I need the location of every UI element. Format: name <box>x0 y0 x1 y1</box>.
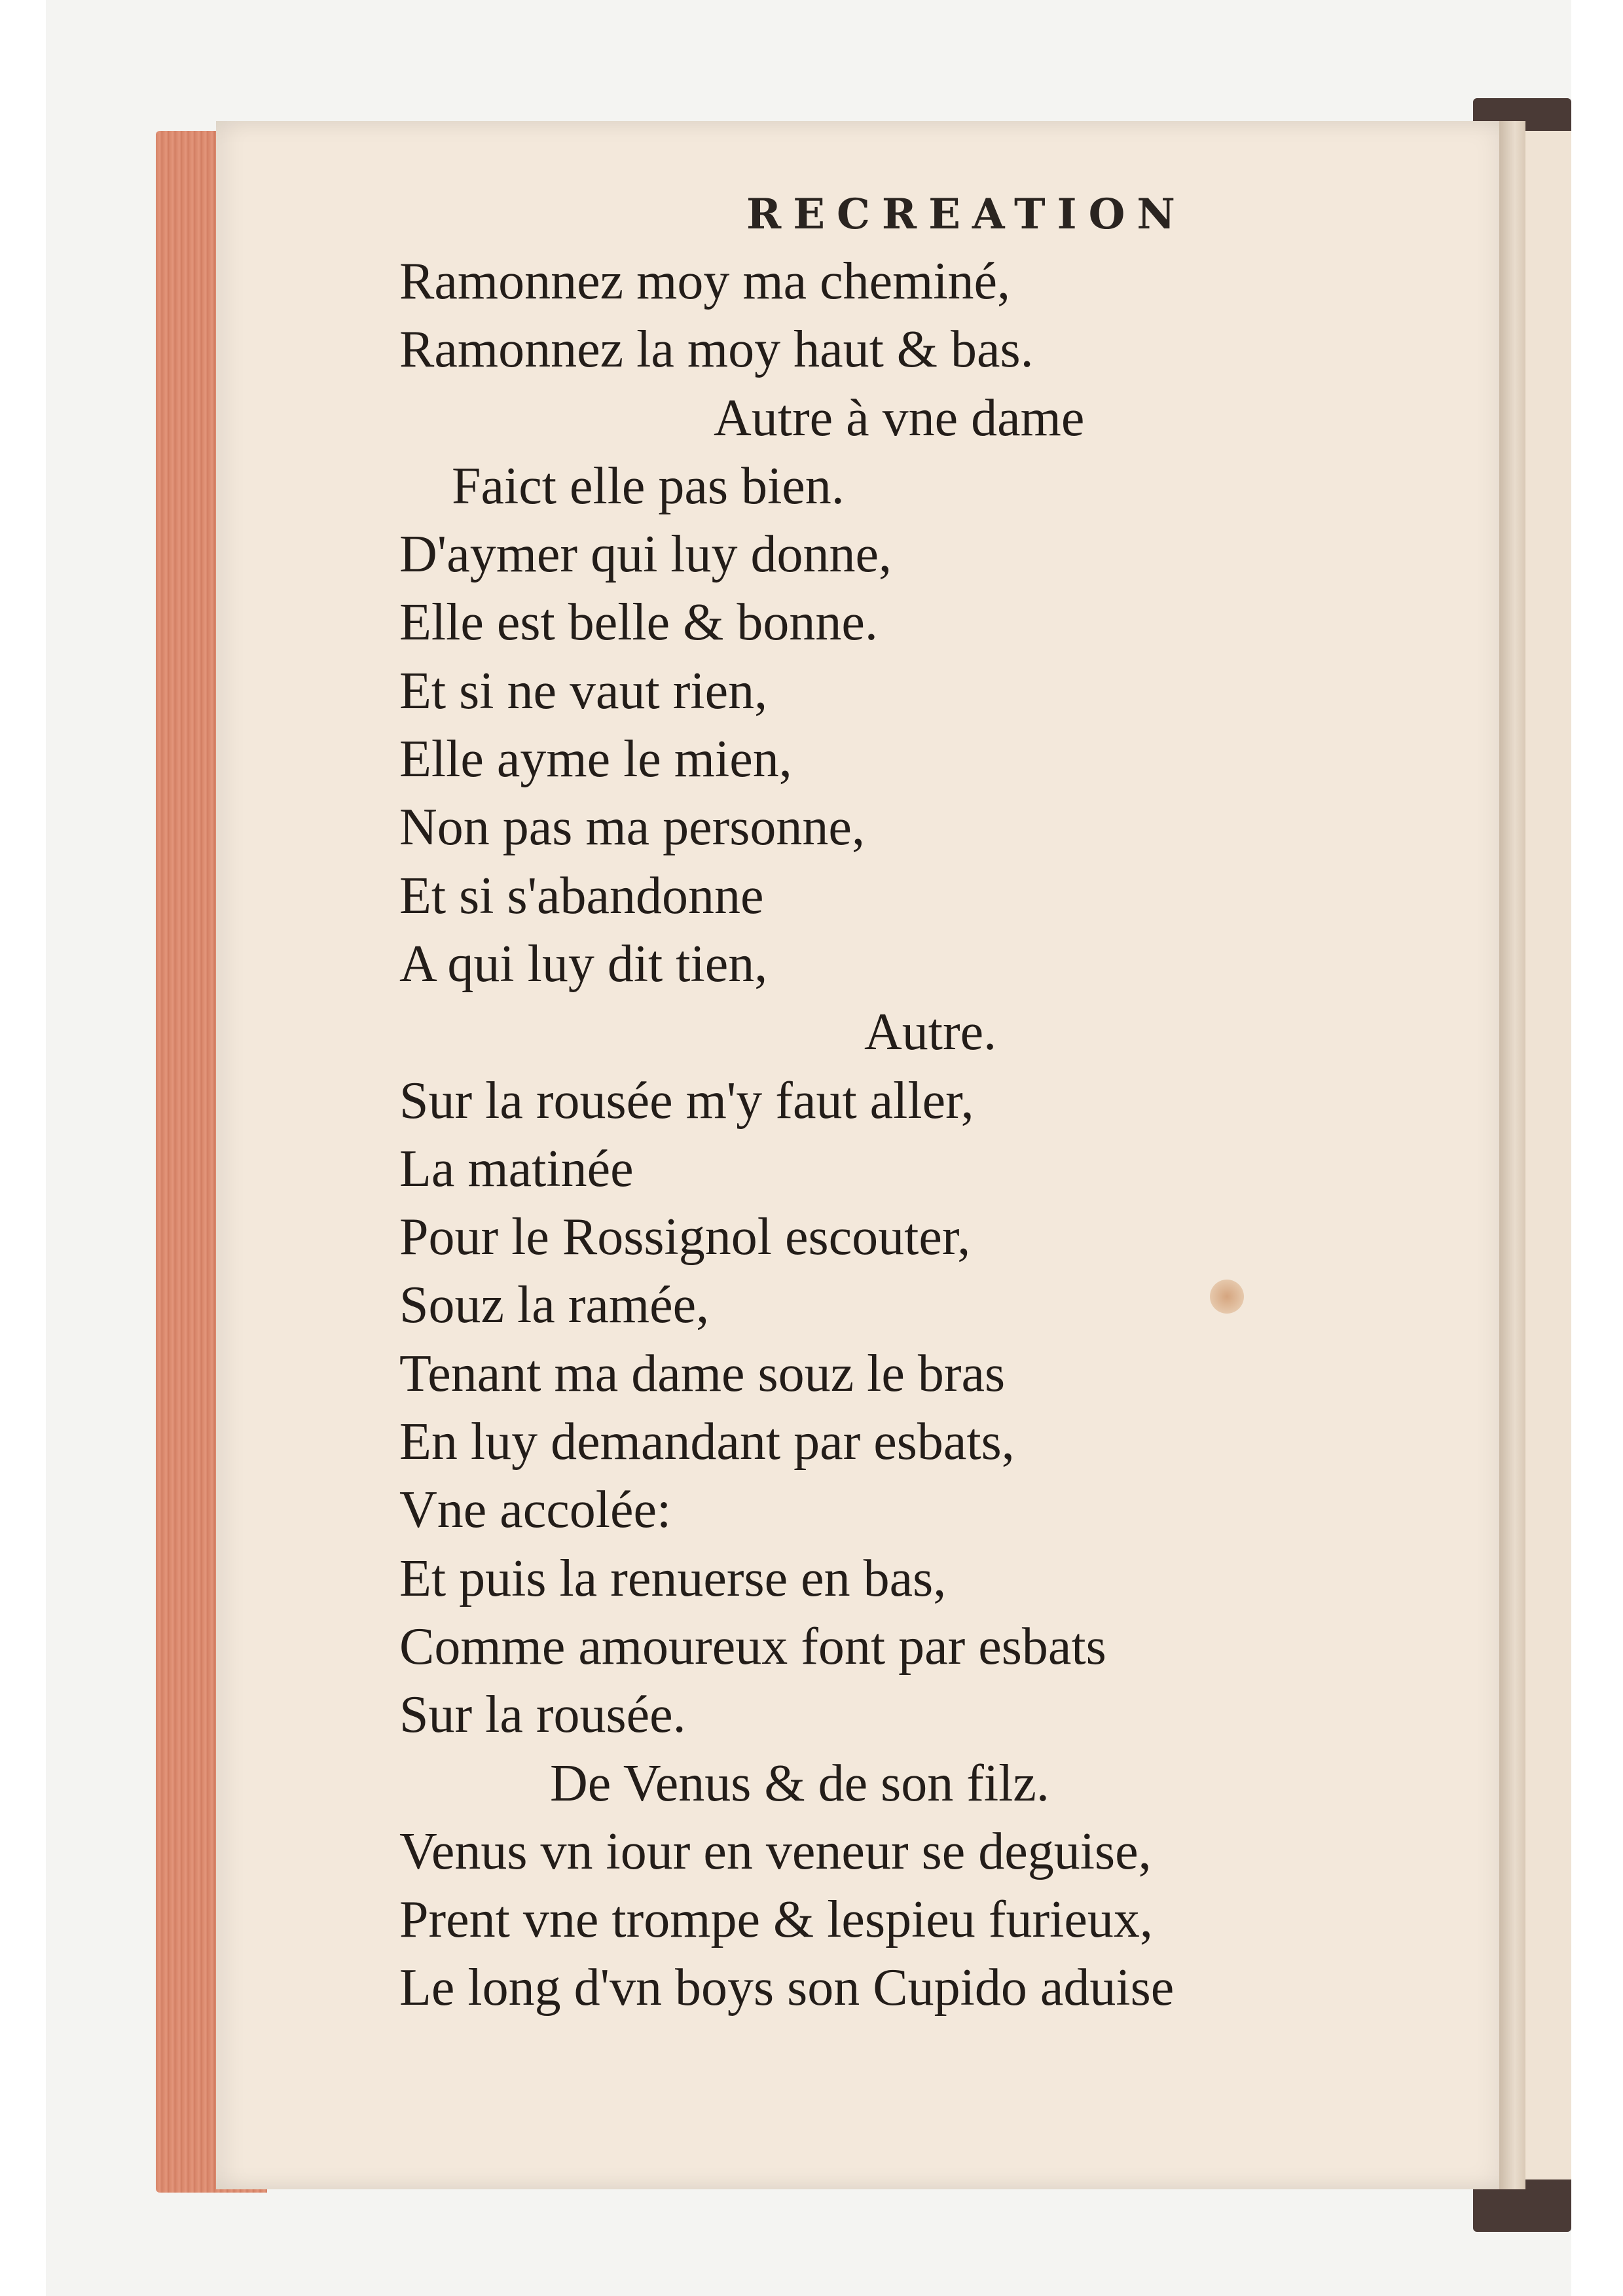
text-line: Faict elle pas bien. <box>452 457 845 515</box>
text-line: En luy demandant par esbats, <box>399 1413 1015 1471</box>
text-line: Sur la rousée. <box>399 1686 686 1744</box>
text-line: Prent vne trompe & lespieu furieux, <box>399 1891 1153 1949</box>
text-line: Et puis la renuerse en bas, <box>399 1549 947 1607</box>
text-line: Tenant ma dame souz le bras <box>399 1344 1006 1403</box>
facing-page-edge <box>1525 131 1571 2179</box>
page-gutter <box>1499 121 1525 2189</box>
text-line: Vne accolée: <box>399 1481 672 1539</box>
poem-text <box>399 247 1381 2022</box>
text-line: Venus vn iour en veneur se deguise, <box>399 1822 1152 1880</box>
text-line: Comme amoureux font par esbats <box>399 1617 1106 1676</box>
text-line: Elle est belle & bonne. <box>399 594 878 652</box>
section-heading: Autre. <box>864 1003 997 1062</box>
text-line: Elle ayme le mien, <box>399 730 792 789</box>
text-line: La matinée <box>399 1139 634 1198</box>
text-line: Sur la rousée m'y faut aller, <box>399 1071 974 1130</box>
text-line: Non pas ma personne, <box>399 798 865 857</box>
text-line: Souz la ramée, <box>399 1276 710 1335</box>
running-head: RECREATION <box>746 190 1187 239</box>
text-line: Pour le Rossignol escouter, <box>399 1208 971 1266</box>
text-line: Ramonnez la moy haut & bas. <box>399 321 1034 379</box>
text-line: Ramonnez moy ma cheminé, <box>399 253 1011 310</box>
text-line: Et si ne vaut rien, <box>399 662 768 720</box>
text-line: D'aymer qui luy donne, <box>399 526 892 584</box>
text-line: Et si s'abandonne <box>399 867 764 925</box>
section-heading: Autre à vne dame <box>714 389 1085 447</box>
section-heading: De Venus & de son filz. <box>550 1754 1049 1812</box>
text-line: A qui luy dit tien, <box>399 935 768 993</box>
text-line: Le long d'vn boys son Cupido aduise <box>399 1959 1175 2017</box>
